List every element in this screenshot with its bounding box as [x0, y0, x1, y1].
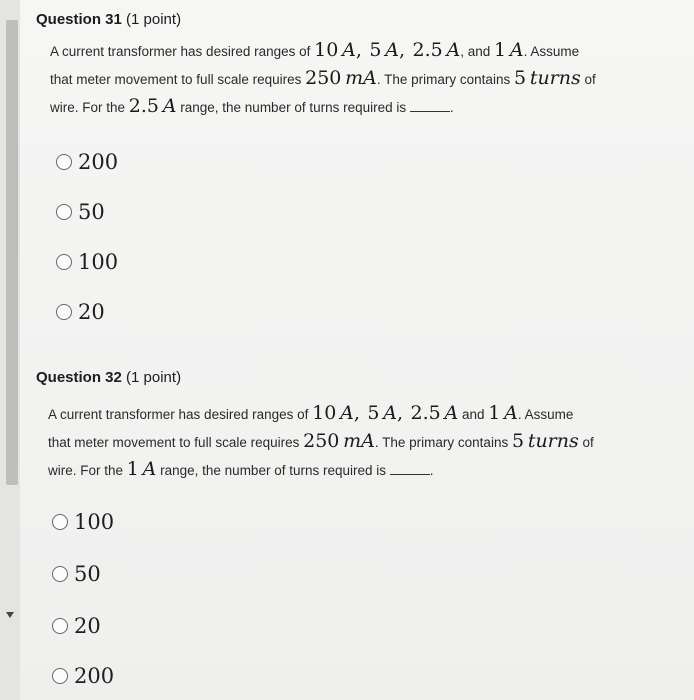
- question-32-title: [36, 369, 181, 386]
- text-fragment: wire. For the: [50, 100, 129, 115]
- text-fragment: and: [458, 407, 489, 422]
- math-unit: turns: [527, 430, 579, 452]
- math-value: 5: [369, 39, 382, 61]
- math-value: 10: [314, 39, 339, 61]
- question-32-line-3: [48, 456, 608, 484]
- math-unit: A: [340, 402, 354, 424]
- math-unit: A: [504, 402, 518, 424]
- q32-option-c[interactable]: [52, 614, 101, 638]
- math-unit: mA: [345, 67, 377, 89]
- question-number: Question 32: [36, 369, 122, 386]
- math-value: 5: [511, 430, 525, 452]
- math-unit: A: [383, 402, 397, 424]
- q31-option-b[interactable]: [56, 200, 105, 224]
- radio-button[interactable]: [52, 566, 68, 582]
- q32-option-d[interactable]: [52, 664, 114, 688]
- math-value: 10: [312, 402, 337, 424]
- option-label: 50: [78, 200, 105, 224]
- text-fragment: of: [580, 72, 596, 87]
- question-32-line-2: [48, 428, 608, 456]
- math-unit: A: [509, 39, 524, 61]
- option-label: 200: [74, 664, 115, 688]
- math-unit: turns: [529, 67, 581, 89]
- question-31-line-2: [50, 65, 610, 93]
- math-comma: ,: [396, 402, 404, 424]
- math-value: 2.5: [128, 95, 159, 117]
- math-unit: A: [162, 95, 177, 117]
- text-fragment: . Assume: [523, 44, 580, 59]
- text-fragment: . Assume: [517, 407, 574, 422]
- question-32-text: [48, 400, 608, 484]
- math-unit: A: [342, 39, 356, 61]
- text-fragment: .: [449, 100, 454, 115]
- math-unit: A: [444, 402, 459, 424]
- scroll-down-arrow-icon[interactable]: [6, 612, 14, 618]
- q31-option-c[interactable]: [56, 250, 118, 274]
- math-value: 5: [513, 67, 527, 89]
- option-label: 20: [78, 300, 105, 324]
- q32-option-a[interactable]: [52, 510, 114, 534]
- question-32-line-1: [48, 400, 608, 428]
- radio-button[interactable]: [52, 618, 68, 634]
- question-31-text: [50, 37, 610, 121]
- math-comma: ,: [355, 39, 362, 61]
- radio-button[interactable]: [56, 204, 72, 220]
- q32-option-b[interactable]: [52, 562, 101, 586]
- math-unit: A: [446, 39, 461, 61]
- math-value: 1: [494, 39, 507, 61]
- math-value: 250: [303, 430, 340, 452]
- question-points: (1 point): [126, 369, 182, 386]
- math-value: 5: [367, 402, 380, 424]
- question-31-title: [36, 11, 181, 28]
- math-unit: A: [142, 458, 157, 480]
- option-label: 100: [74, 510, 115, 534]
- math-comma: ,: [398, 39, 406, 61]
- text-fragment: A current transformer has desired ranges of: [50, 44, 315, 59]
- text-fragment: range, the number of turns required is: [176, 100, 410, 115]
- option-label: 100: [78, 250, 119, 274]
- text-fragment: range, the number of turns required is: [156, 463, 390, 478]
- math-unit: A: [385, 39, 399, 61]
- question-points: (1 point): [126, 11, 182, 28]
- text-fragment: , and: [460, 44, 495, 59]
- option-label: 50: [74, 562, 101, 586]
- radio-button[interactable]: [52, 514, 68, 530]
- text-fragment: that meter movement to full scale requires: [50, 72, 306, 87]
- text-fragment: . The primary contains: [374, 435, 512, 450]
- answer-blank: [410, 99, 450, 112]
- scrollbar-thumb[interactable]: [6, 20, 18, 485]
- question-31-line-3: [50, 93, 610, 121]
- radio-button[interactable]: [56, 254, 72, 270]
- radio-button[interactable]: [56, 154, 72, 170]
- text-fragment: wire. For the: [48, 463, 127, 478]
- math-value: 1: [488, 402, 501, 424]
- q31-option-d[interactable]: [56, 300, 105, 324]
- option-label: 20: [74, 614, 101, 638]
- option-label: 200: [78, 150, 119, 174]
- math-value: 1: [126, 458, 139, 480]
- text-fragment: . The primary contains: [376, 72, 514, 87]
- radio-button[interactable]: [56, 304, 72, 320]
- math-value: 2.5: [410, 402, 441, 424]
- scrollbar-track[interactable]: [0, 0, 20, 700]
- answer-blank: [390, 462, 430, 475]
- radio-button[interactable]: [52, 668, 68, 684]
- question-31-line-1: [50, 37, 610, 65]
- q31-option-a[interactable]: [56, 150, 118, 174]
- text-fragment: .: [429, 463, 434, 478]
- question-number: Question 31: [36, 11, 122, 28]
- math-value: 250: [305, 67, 342, 89]
- math-unit: mA: [343, 430, 375, 452]
- math-value: 2.5: [412, 39, 443, 61]
- text-fragment: that meter movement to full scale requires: [48, 435, 304, 450]
- text-fragment: A current transformer has desired ranges of: [48, 407, 313, 422]
- text-fragment: of: [578, 435, 594, 450]
- math-comma: ,: [353, 402, 360, 424]
